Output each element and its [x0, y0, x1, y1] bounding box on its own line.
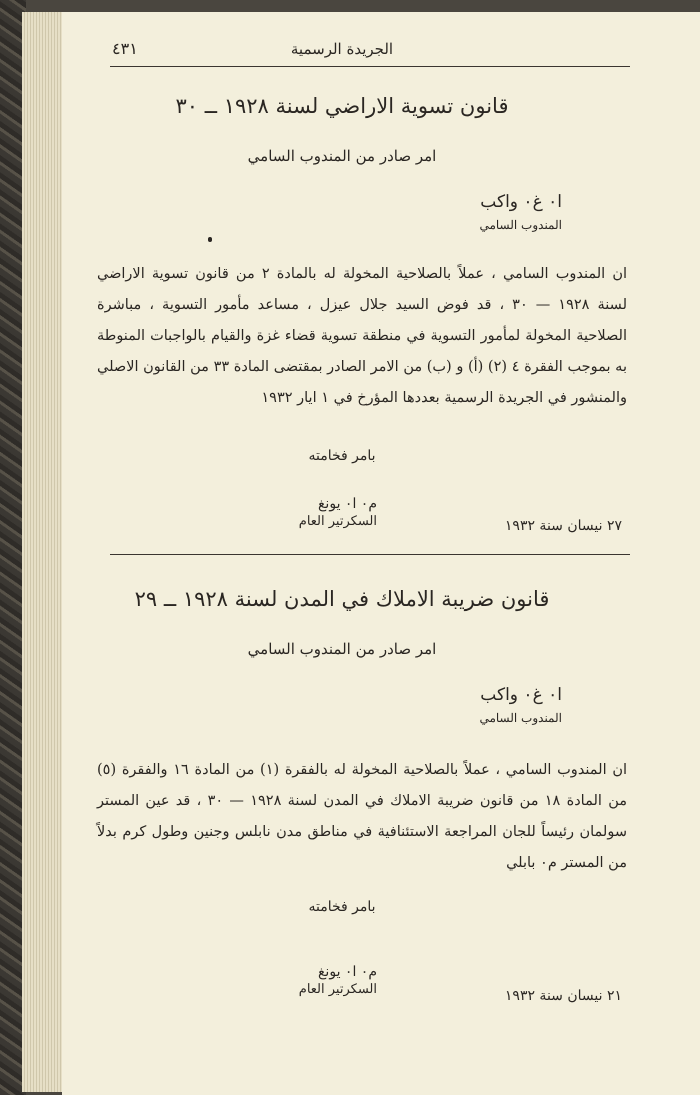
section-divider: [110, 554, 630, 555]
section1-title: قانون تسوية الاراضي لسنة ١٩٢٨ ــ ٣٠: [175, 94, 509, 118]
section2-subtitle: امر صادر من المندوب السامي: [247, 640, 437, 658]
page-edges: [22, 12, 66, 1092]
gazette-page: [62, 12, 700, 1095]
section1-body: ان المندوب السامي ، عملاً بالصلاحية المخولة له بالمادة ٢ من قانون تسوية الاراضي لسنة ١٩٢٨ — ٣٠ ، قد فوض السيد جلال عيزل ، مساعد مأمور التسوية ، مباشرة الصلاحية المخولة لمأمور التسوية في منطقة تسوية قضاء غزة والقيام بالواجبات المنوطة به بموجب الفقرة ٤ (٢) (أ) و (ب) من الامر الصادر بمقتضى المادة ٣٣ من القانون الاصلي والمنشور في الجريدة الرسمية بعددها المؤرخ في ١ ايار ١٩٣٢: [97, 266, 627, 406]
section1-date: ٢٧ نيسان سنة ١٩٣٢: [504, 518, 622, 534]
section1-closing: بامر فخامته: [308, 448, 376, 464]
ink-spot: [208, 237, 212, 242]
running-title: الجريدة الرسمية: [290, 40, 394, 58]
section2-body: ان المندوب السامي ، عملاً بالصلاحية المخولة له بالفقرة (١) من المادة ١٦ والفقرة (٥) من المادة ١٨ من قانون ضريبة الاملاك في المدن لسنة ١٩٢٨ — ٣٠ ، قد عين المستر سولمان رئيساً للجان المراجعة الاستئنافية في مناطق مدن نابلس وجنين وطول كرم بدلاً من المستر م٠ بابلي: [97, 762, 628, 871]
secretary-role: السكرتير العام: [298, 514, 377, 529]
page-number: ٤٣١: [112, 39, 138, 58]
signatory-name: ا٠ غ٠ واكب: [480, 685, 562, 705]
section2-signatory: [362, 685, 562, 725]
section2-closing: بامر فخامته: [308, 899, 376, 915]
secretary-name: م٠ ا٠ يونغ: [317, 964, 377, 980]
section1-signatory: [362, 192, 562, 232]
secretary-role: السكرتير العام: [298, 982, 377, 997]
signatory-name: ا٠ غ٠ واكب: [480, 192, 562, 212]
section1-subtitle: امر صادر من المندوب السامي: [247, 147, 437, 165]
signatory-role: المندوب السامي: [479, 711, 562, 725]
header-rule: [110, 66, 630, 67]
signatory-role: المندوب السامي: [479, 218, 562, 232]
secretary-name: م٠ ا٠ يونغ: [317, 496, 377, 512]
section2-date: ٢١ نيسان سنة ١٩٣٢: [504, 988, 622, 1004]
section2-title: قانون ضريبة الاملاك في المدن لسنة ١٩٢٨ ــ ٢٩: [134, 587, 550, 611]
